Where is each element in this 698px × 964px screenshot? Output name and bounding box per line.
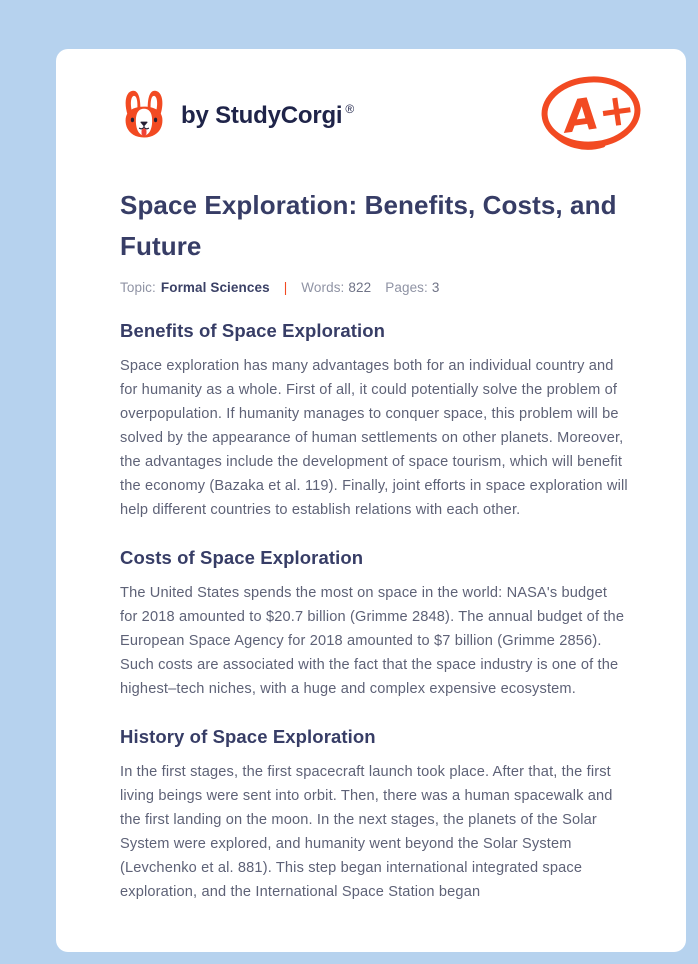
document-card xyxy=(56,49,686,952)
pages-value: 3 xyxy=(431,280,440,295)
meta-row xyxy=(120,280,628,295)
meta-separator: | xyxy=(283,280,288,295)
section-heading-history: History of Space Exploration xyxy=(120,726,376,747)
words-label: Words: xyxy=(301,280,345,295)
card-header xyxy=(56,49,686,161)
a-plus-badge-icon xyxy=(538,73,644,160)
brand-logo[interactable] xyxy=(120,88,354,144)
section-paragraph-costs: The United States spends the most on space in the world: NASA's budget for 2018 amounted to $20.7 billion (Grimme 2848). The annual budget of the European Space Agency for 2018 amounted to $7 billion (Grimme 2856). Such costs are associated with the fact that the space industry is one of the highest–tech niches, with a huge and complex expensive ecosystem. xyxy=(120,585,625,697)
corgi-icon xyxy=(120,88,168,144)
topic-label: Topic: xyxy=(120,280,156,295)
pages-count xyxy=(385,280,439,295)
section-heading-benefits: Benefits of Space Exploration xyxy=(120,320,386,341)
section-paragraph-benefits: Space exploration has many advantages both for an individual country and for humanity as a whole. First of all, it could potentially solve the problem of overpopulation. If humanity manages to conquer space, this problem will be solved by the appearance of human settlements on other planets. Moreover, the advantages include the development of space tourism, which will benefit the economy (Bazaka et al. 119). Finally, joint efforts in space exploration will help different countries to establish relations with each other. xyxy=(120,358,628,518)
topic-value: Formal Sciences xyxy=(160,280,270,295)
brand-name: by StudyCorgi ® xyxy=(181,102,355,129)
a-plus-text: A+ xyxy=(561,82,639,143)
words-count xyxy=(301,280,371,295)
pages-label: Pages: xyxy=(385,280,428,295)
article xyxy=(56,185,686,904)
section-heading-costs: Costs of Space Exploration xyxy=(120,547,364,568)
words-value: 822 xyxy=(348,280,372,295)
section-paragraph-history: In the first stages, the first spacecraft launch took place. After that, the first living beings were sent into orbit. Then, there was a human spacewalk and the first landing on the moon. In the next stages, the planets of the Solar System were explored, and humanity went beyond the Solar System (Levchenko et al. 881). This step began international integrated space exploration, and the International Space Station began xyxy=(120,764,613,900)
registered-mark: ® xyxy=(345,102,355,116)
page-title: Space Exploration: Benefits, Costs, and Future xyxy=(120,190,617,261)
